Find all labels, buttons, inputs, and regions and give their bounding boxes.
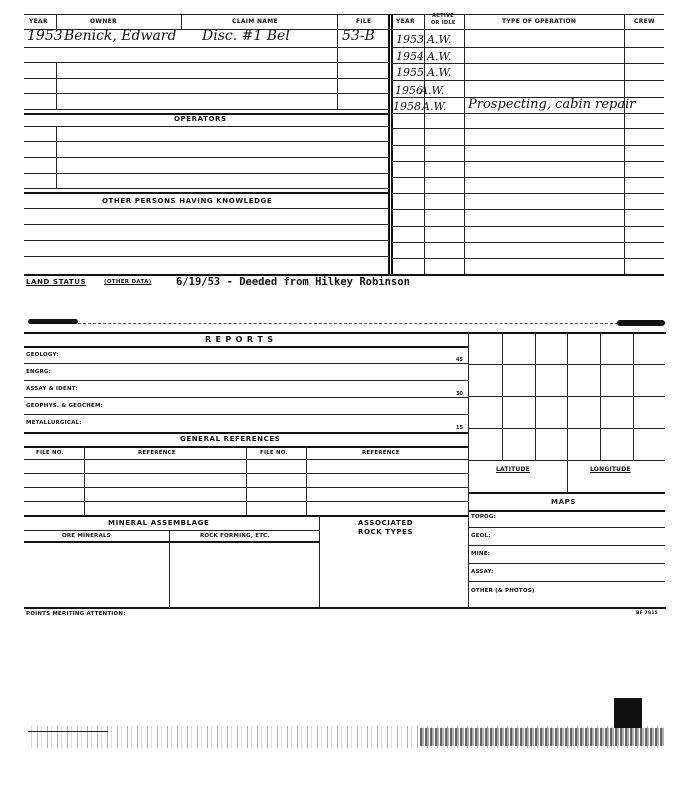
assay-map-label: ASSAY: (471, 569, 494, 575)
mineral-sub-rule (24, 530, 319, 531)
ref-file-no-1: FILE NO. (36, 450, 64, 456)
bottom-rule (24, 607, 666, 609)
op-year-2: 1954 (396, 50, 424, 63)
type-of-operation-header: TYPE OF OPERATION (502, 18, 577, 25)
dotted-divider (78, 323, 618, 324)
ore-minerals-label: ORE MINERALS (62, 533, 111, 539)
map-rule (468, 563, 665, 564)
land-status-sub: (OTHER DATA) (104, 279, 152, 285)
op-status-5: A.W. (422, 100, 447, 113)
associated-heading-1: ASSOCIATED (358, 519, 414, 527)
scan-noise-dark (420, 728, 664, 746)
reports-header-rule (24, 346, 468, 348)
maps-heading: MAPS (551, 498, 576, 506)
reports-right-divider (468, 332, 469, 607)
op-year-5: 1958 (393, 100, 421, 113)
other-persons-heading: OTHER PERSONS HAVING KNOWLEDGE (102, 197, 273, 205)
mineral-header-rule (24, 541, 319, 543)
form-number: BF 7815 (636, 611, 658, 616)
metallurgical-label: METALLURGICAL: (26, 420, 82, 426)
land-status-label: LAND STATUS (26, 278, 87, 286)
general-references-heading: GENERAL REFERENCES (180, 435, 281, 443)
map-rule (468, 545, 665, 546)
ref-file-no-2: FILE NO. (260, 450, 288, 456)
claim-name: Disc. #1 Bel (202, 28, 290, 44)
maps-header-rule (468, 510, 665, 512)
general-ref-top-rule (24, 432, 468, 434)
smudge-right (617, 320, 665, 326)
op-status-4: A.W. (420, 84, 445, 97)
active-header: ACTIVE (432, 13, 454, 19)
latitude-label: LATITUDE (496, 466, 530, 473)
ref-reference-2: REFERENCE (362, 450, 400, 456)
topog-label: TOPOG: (471, 514, 497, 520)
map-rule (468, 581, 665, 582)
report-rule (24, 397, 468, 398)
mineral-divider-2 (319, 515, 320, 607)
dark-block (614, 698, 642, 728)
report-rule (24, 380, 468, 381)
op-year-4: 1956 (395, 84, 423, 97)
op-status-3: A.W. (427, 66, 452, 79)
metallurgical-num: 15 (456, 425, 463, 431)
year-right-header: YEAR (396, 18, 415, 25)
file-number: 53-B (342, 28, 375, 44)
assay-num: 30 (456, 391, 463, 397)
report-rule (24, 414, 468, 415)
owner-name: Benick, Edward (64, 28, 177, 44)
map-rule (468, 527, 665, 528)
scan-line (28, 731, 108, 732)
op-status-1: A.W. (427, 33, 452, 46)
associated-heading-2: ROCK TYPES (358, 528, 414, 536)
points-meriting-label: POINTS MERITING ATTENTION: (26, 611, 126, 617)
mineral-divider-1 (169, 530, 170, 607)
or-idle-header: OR IDLE (431, 20, 456, 26)
op-year-1: 1953 (396, 33, 424, 46)
geology-label: GEOLOGY: (26, 352, 59, 358)
land-status-date: 6/19/53 - Deeded from Hilkey Robinson (176, 276, 410, 288)
longitude-label: LONGITUDE (590, 466, 631, 473)
op-year-3: 1955 (396, 66, 424, 79)
file-header: FILE (356, 18, 372, 25)
crew-header: CREW (634, 18, 655, 25)
geol-label: GEOL: (471, 533, 491, 539)
claim-name-header: CLAIM NAME (232, 18, 278, 25)
mineral-top-rule (24, 515, 468, 517)
mineral-assemblage-heading: MINERAL ASSEMBLAGE (108, 519, 210, 527)
other-persons-top-rule (24, 192, 388, 194)
owner-header: OWNER (90, 18, 117, 25)
engrg-label: ENGRG: (26, 369, 52, 375)
geology-num: 45 (456, 357, 463, 363)
mine-label: MINE: (471, 551, 491, 557)
smudge-left (28, 319, 78, 324)
rock-forming-label: ROCK FORMING, ETC. (200, 533, 270, 539)
other-photos-label: OTHER (& PHOTOS) (471, 588, 535, 594)
owner-year: 1953 (27, 28, 63, 44)
reports-top-rule (24, 332, 666, 334)
assay-ident-label: ASSAY & IDENT: (26, 386, 78, 392)
operators-heading: OPERATORS (174, 115, 227, 123)
op-type-5: Prospecting, cabin repair (468, 97, 636, 112)
maps-top-rule (468, 492, 665, 494)
year-header: YEAR (29, 18, 48, 25)
ref-reference-1: REFERENCE (138, 450, 176, 456)
reports-heading: R E P O R T S (205, 335, 274, 344)
report-rule (24, 363, 468, 364)
geophys-label: GEOPHYS. & GEOCHEM: (26, 403, 104, 409)
op-status-2: A.W. (427, 50, 452, 63)
